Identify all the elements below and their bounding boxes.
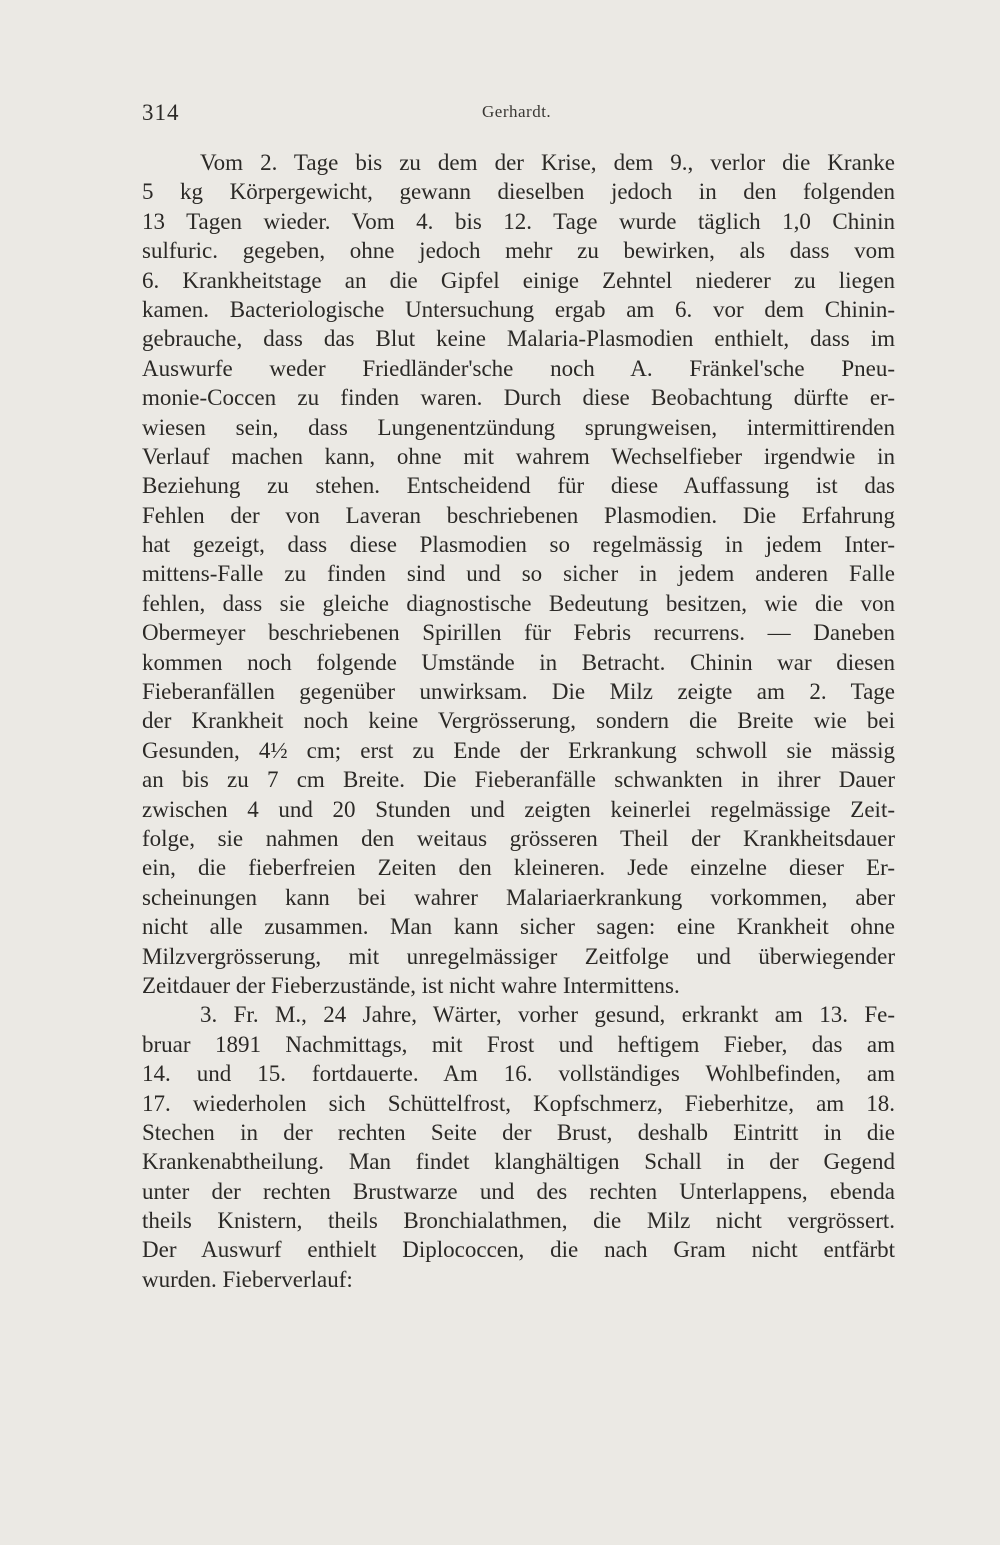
text-line: kommen noch folgende Umstände in Betracht. Chinin war diesen	[142, 649, 895, 675]
page-number: 314	[142, 100, 180, 125]
text-line: bruar 1891 Nachmittags, mit Frost und heftigem Fieber, das am	[142, 1031, 895, 1057]
text-line: 6. Krankheitstage an die Gipfel einige Zehntel niederer zu liegen	[142, 267, 895, 293]
text-line: zwischen 4 und 20 Stunden und zeigten keinerlei regelmässige Zeit-	[142, 796, 895, 822]
text-line: Der Auswurf enthielt Diplococcen, die nach Gram nicht entfärbt	[142, 1237, 895, 1263]
running-head	[142, 100, 897, 130]
text-line: Beziehung zu stehen. Entscheidend für diese Auffassung ist das	[142, 473, 895, 499]
text-line: Zeitdauer der Fieberzustände, ist nicht wahre Intermittens.	[142, 972, 680, 998]
text-line: folge, sie nahmen den weitaus grösseren Theil der Krankheitsdauer	[142, 825, 895, 851]
text-line: scheinungen kann bei wahrer Malariaerkrankung vorkommen, aber	[142, 884, 895, 910]
text-line: hat gezeigt, dass diese Plasmodien so regelmässig in jedem Inter-	[142, 532, 895, 558]
text-line: 3. Fr. M., 24 Jahre, Wärter, vorher gesund, erkrankt am 13. Fe-	[200, 1002, 895, 1028]
text-line: Auswurfe weder Friedländer'sche noch A. Fränkel'sche Pneu-	[142, 355, 895, 381]
text-line: 13 Tagen wieder. Vom 4. bis 12. Tage wurde täglich 1,0 Chinin	[142, 208, 895, 234]
text-line: ein, die fieberfreien Zeiten den kleineren. Jede einzelne dieser Er-	[142, 855, 895, 881]
text-line: sulfuric. gegeben, ohne jedoch mehr zu bewirken, als dass vom	[142, 238, 895, 264]
text-line: Stechen in der rechten Seite der Brust, deshalb Eintritt in die	[142, 1119, 895, 1145]
text-line: wiesen sein, dass Lungenentzündung sprungweisen, intermittirenden	[142, 414, 895, 440]
text-line: Fieberanfällen gegenüber unwirksam. Die Milz zeigte am 2. Tage	[142, 679, 895, 705]
text-line: Milzvergrösserung, mit unregelmässiger Zeitfolge und überwiegender	[142, 943, 895, 969]
text-line: 14. und 15. fortdauerte. Am 16. vollständiges Wohlbefinden, am	[142, 1061, 895, 1087]
text-line: an bis zu 7 cm Breite. Die Fieberanfälle schwankten in ihrer Dauer	[142, 767, 895, 793]
text-line: theils Knistern, theils Bronchialathmen, die Milz nicht vergrössert.	[142, 1208, 895, 1234]
text-line: fehlen, dass sie gleiche diagnostische Bedeutung besitzen, wie die von	[142, 590, 895, 616]
text-line: Obermeyer beschriebenen Spirillen für Febris recurrens. — Daneben	[142, 620, 895, 646]
text-line: Gesunden, 4½ cm; erst zu Ende der Erkrankung schwoll sie mässig	[142, 737, 895, 763]
text-line: der Krankheit noch keine Vergrösserung, sondern die Breite wie bei	[142, 708, 895, 734]
text-line: 5 kg Körpergewicht, gewann dieselben jedoch in den folgenden	[142, 179, 895, 205]
text-line: 17. wiederholen sich Schüttelfrost, Kopfschmerz, Fieberhitze, am 18.	[142, 1090, 895, 1116]
running-head-author: Gerhardt.	[482, 102, 552, 121]
text-line: Fehlen der von Laveran beschriebenen Plasmodien. Die Erfahrung	[142, 502, 895, 528]
text-line: monie-Coccen zu finden waren. Durch diese Beobachtung dürfte er-	[142, 385, 895, 411]
text-line: gebrauche, dass das Blut keine Malaria-Plasmodien enthielt, dass im	[142, 326, 895, 352]
text-line: Verlauf machen kann, ohne mit wahrem Wechselfieber irgendwie in	[142, 443, 895, 469]
text-line: Krankenabtheilung. Man findet klanghältigen Schall in der Gegend	[142, 1149, 895, 1175]
text-line: unter der rechten Brustwarze und des rechten Unterlappens, ebenda	[142, 1178, 895, 1204]
body-text	[142, 148, 895, 1294]
text-line: mittens-Falle zu finden sind und so sicher in jedem anderen Falle	[142, 561, 895, 587]
text-line: Vom 2. Tage bis zu dem der Krise, dem 9., verlor die Kranke	[200, 150, 895, 175]
text-line: nicht alle zusammen. Man kann sicher sagen: eine Krankheit ohne	[142, 914, 895, 940]
text-line: wurden. Fieberverlauf:	[142, 1266, 353, 1292]
text-line: kamen. Bacteriologische Untersuchung ergab am 6. vor dem Chinin-	[142, 296, 895, 322]
